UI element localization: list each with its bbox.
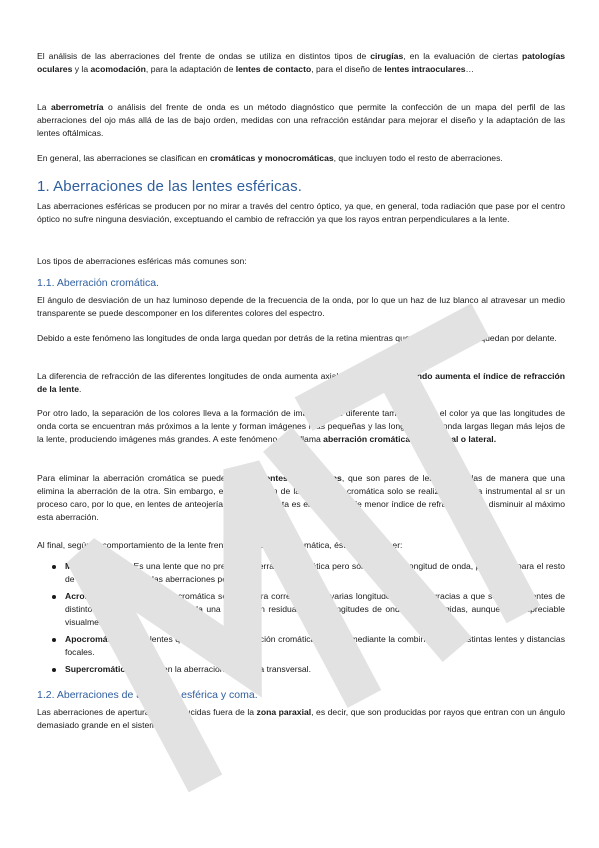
section-1-1-paragraph-5: [37, 472, 565, 524]
bold-term: patologías oculares: [37, 51, 566, 74]
bold-term: acomodación: [90, 64, 146, 74]
bullet-icon: [52, 565, 56, 569]
text-span: , para la adaptación de: [145, 64, 236, 74]
bold-term: aberrometría: [51, 102, 104, 112]
text-span: y la: [72, 64, 91, 74]
list-item: [49, 590, 565, 629]
intro-paragraph-3: [37, 152, 503, 165]
bold-term: Apocromáticas.: [65, 634, 130, 644]
text-span: …: [465, 64, 475, 74]
list-item: [49, 560, 565, 586]
text-span: Son lentes que corrigen la aberración cromática residual mediante la combinación de distintas lentes y distancias focales.: [65, 634, 565, 657]
bold-term: Supercromáticas.: [65, 664, 138, 674]
bold-term: cuando aumenta el índice de refracción de la lente: [37, 371, 566, 394]
text-span: En general, las aberraciones se clasifican en: [37, 153, 210, 163]
section-1-2-paragraph-1: [37, 706, 565, 732]
intro-paragraph-2: [37, 101, 565, 140]
text-span: La aberración cromática se encuentra corregida para varias longitudes de onda gracias a que se utilizan lentes de distinto índice, sin embargo, queda una aberración residual de las longitudes de ondas no corregidas, aunque es despreciable visualmente.: [65, 591, 565, 627]
section-1-1-paragraph-3: [37, 370, 565, 396]
text-span: , que son pares de lentes pegadas de manera que una elimina la aberración de la otra. Sin embargo, esta corrección de la aberración cromática solo se realiza en óptica instrumental al sr un proceso caro, por lo que, en lentes de anteojería lo que se intenta es elegir lentes de menor índice de refracción para disminuir al máximo esta aberración.: [37, 473, 565, 522]
text-span: El análisis de las aberraciones del frente de ondas se utiliza en distintos tipos de: [37, 51, 371, 61]
text-span: .: [79, 384, 82, 394]
section-1-1-paragraph-4: [37, 407, 565, 446]
bold-term: lentes de contacto: [235, 64, 312, 74]
bold-term: aberración cromática transversal o lateral.: [323, 434, 497, 444]
list-item: [49, 633, 565, 659]
bold-term: Acromáticas.: [65, 591, 119, 601]
text-span: Corrigen la aberración cromática transversal.: [137, 664, 311, 674]
section-1-paragraph-2: Los tipos de aberraciones esféricas más comunes son:: [37, 256, 247, 266]
section-1-1-paragraph-1: El ángulo de desviación de un haz luminoso depende de la frecuencia de la onda, por lo que un haz de luz blanco al atravesar un medio transparente se puede descomponer en los diferentes colores del espectro.: [37, 295, 565, 318]
bold-term: zona paraxial: [256, 707, 312, 717]
text-span: Por otro lado, la separación de los colores lleva a la formación de imágenes de diferente tamaño según el color ya que las longitudes de onda corta se encuentran más próximos a la lente y forman imágenes más pequeñas y las longitudes de onda largas llegan más lejos de la lente, produciendo imágenes más grandes. A este fenómeno se le llama: [37, 408, 565, 444]
bold-term: cirugías: [370, 51, 404, 61]
text-span: Para eliminar la aberración cromática se pueden utilizar: [37, 473, 263, 483]
section-1-paragraph-1: Las aberraciones esféricas se producen por no mirar a través del centro óptico, ya que, en general, toda radiación que pase por el centro óptico no sufre ninguna desviación, exceptuando el cambio de refracción ya que los rayos entran perpendiculares a la lente.: [37, 201, 565, 224]
section-1-2-heading: 1.2. Aberraciones de apertura: esférica y coma.: [37, 689, 258, 701]
bullet-icon: [52, 638, 56, 642]
text-span: La: [37, 102, 51, 112]
text-span: , en la evaluación de ciertas: [403, 51, 523, 61]
list-item: [49, 663, 565, 676]
bold-term: lentes intraoculares: [384, 64, 466, 74]
text-span: o análisis del frente de onda es un método diagnóstico que permite la confección de un mapa del perfil de las aberraciones del ojo más allá de las de bajo orden, medidas con una refracción estándar para mejorar el diseño y la adaptación de las lentes oftálmicas.: [37, 102, 565, 138]
bullet-icon: [52, 668, 56, 672]
text-span: La diferencia de refracción de las diferentes longitudes de onda aumenta axial y verticalmente: [37, 371, 402, 381]
text-span: Las aberraciones de apertura son producidas fuera de la: [37, 707, 257, 717]
text-span: , que incluyen todo el resto de aberraciones.: [333, 153, 503, 163]
bullet-icon: [52, 595, 56, 599]
lens-type-list: [49, 560, 565, 680]
text-span: , para el diseño de: [311, 64, 385, 74]
bold-term: lentes acromáticas: [262, 473, 342, 483]
section-1-1-paragraph-2: Debido a este fenómeno las longitudes de onda larga quedan por detrás de la retina mientras que los de onda corta quedan por delante.: [37, 333, 557, 343]
intro-paragraph-1: [37, 50, 565, 76]
section-1-heading: 1. Aberraciones de las lentes esféricas.: [37, 178, 302, 195]
text-span: Es una lente que no presenta aberración cromática pero sólo para una longitud de onda, por lo que para el resto de longitudes de onda las aberraciones persisten.: [65, 561, 565, 584]
section-1-1-paragraph-6: Al final, según el comportamiento de la lente frente a la aberración cromática, éstas pueden ser:: [37, 540, 403, 550]
bold-term: cromáticas y monocromáticas: [209, 153, 334, 163]
bold-term: Monocromática.: [65, 561, 131, 571]
text-span: , es decir, que son producidas por rayos que entran con un ángulo demasiado grande en el sistema óptico.: [37, 707, 566, 730]
section-1-1-heading: 1.1. Aberración cromática.: [37, 277, 159, 289]
